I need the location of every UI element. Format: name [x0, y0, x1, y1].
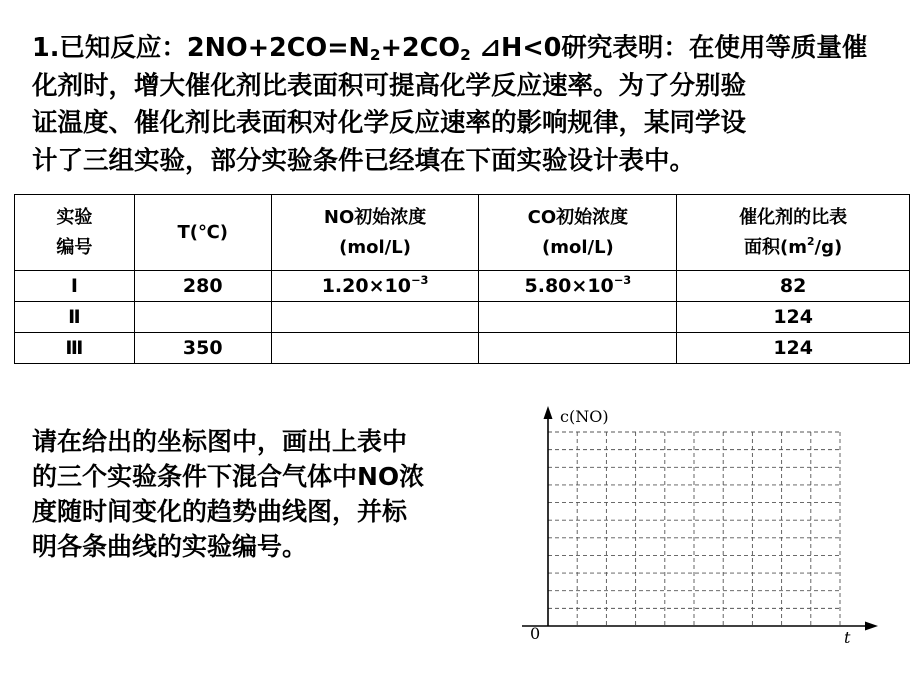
cell-co-concentration: $5.80\times 10^{-3}$: [479, 271, 677, 302]
cell-no-concentration: $1.20\times 10^{-3}$: [271, 271, 479, 302]
question-line-2: 化剂时，增大催化剂比表面积可提高化学反应速率。为了分别验: [32, 70, 747, 101]
graph-grid: [548, 432, 840, 626]
question-line-3: 证温度、催化剂比表面积对化学反应速率的影响规律，某同学设: [32, 108, 747, 138]
instruction-line-4: 明各条曲线的实验编号。: [32, 532, 308, 561]
y-axis-arrow-icon: [544, 406, 553, 419]
instruction-line-2: 的三个实验条件下混合气体中NO浓: [32, 462, 425, 491]
header-co-concentration: CO初始浓度 (mol/L): [479, 195, 677, 271]
cell-catalyst-area: 124: [677, 302, 910, 333]
question-line-4: 计了三组实验，部分实验条件已经填在下面实验设计表中。: [32, 145, 696, 176]
cell-catalyst-area: 82: [677, 271, 910, 302]
cell-experiment-id: Ⅲ: [15, 333, 135, 364]
x-axis-arrow-icon: [865, 622, 878, 631]
cell-catalyst-area: 124: [677, 333, 910, 364]
header-temperature: T(℃): [134, 195, 271, 271]
header-no-concentration: NO初始浓度 (mol/L): [271, 195, 479, 271]
y-axis-label: c(NO): [560, 407, 609, 426]
cell-experiment-id: Ⅰ: [15, 271, 135, 302]
instruction-line-1: 请在给出的坐标图中，画出上表中: [32, 427, 408, 456]
cell-temperature: 350: [134, 333, 271, 364]
question-line-1: 1.已知反应：$2NO+2CO=N_2+2CO_2$ ⊿H<0研究表明：在使用等质量催: [32, 33, 868, 64]
instruction-line-3: 度随时间变化的趋势曲线图，并标: [32, 497, 408, 526]
header-experiment-id: 实验 编号: [15, 195, 135, 271]
origin-label: 0: [530, 624, 541, 643]
x-axis-label: t: [844, 628, 851, 647]
header-catalyst-area: 催化剂的比表 面积$(m^2/g)$: [677, 195, 910, 271]
cell-experiment-id: Ⅱ: [15, 302, 135, 333]
cell-temperature: 280: [134, 271, 271, 302]
